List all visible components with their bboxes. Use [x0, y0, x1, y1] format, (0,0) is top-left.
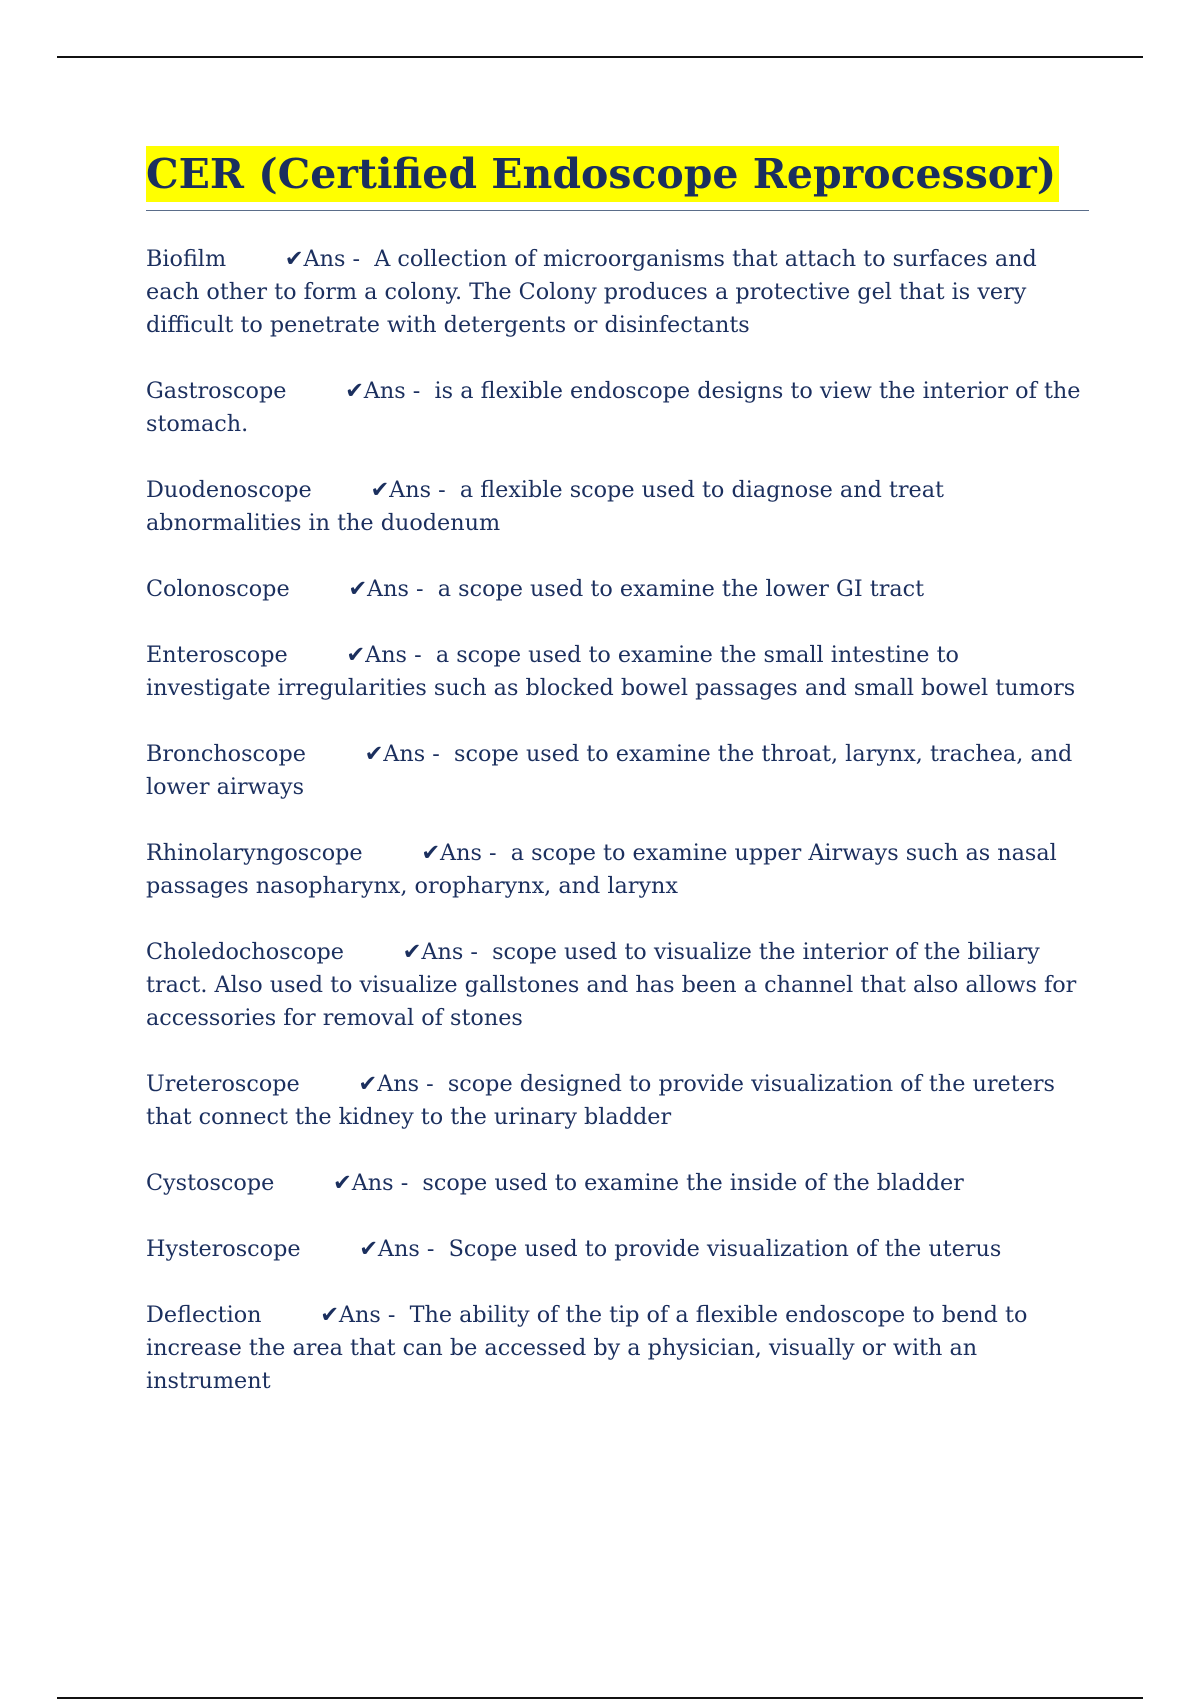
answer-separator: -	[481, 840, 504, 866]
flashcard-entry	[146, 837, 1089, 903]
check-icon: ✔Ans	[402, 939, 464, 965]
check-icon: ✔Ans	[333, 1170, 394, 1196]
flashcard-entry	[146, 1233, 1089, 1266]
entry-term: Gastroscope	[146, 378, 287, 404]
flashcard-entry	[146, 474, 1089, 540]
entry-definition: a flexible scope used to diagnose and treat abnormalities in the duodenum	[146, 477, 945, 536]
entry-definition: scope used to examine the throat, larynx, trachea, and lower airways	[146, 741, 1073, 800]
entry-term: Biofilm	[146, 246, 227, 272]
answer-separator: -	[408, 576, 431, 602]
entry-term: Enteroscope	[146, 642, 288, 668]
answer-separator: -	[407, 642, 429, 668]
entry-term: Deflection	[146, 1302, 262, 1328]
check-icon: ✔Ans	[284, 246, 346, 272]
answer-separator: -	[345, 246, 368, 272]
header-rule	[57, 56, 1143, 58]
answer-separator: -	[405, 378, 428, 404]
entry-term: Cystoscope	[146, 1170, 275, 1196]
entry-definition: scope used to examine the inside of the bladder	[422, 1170, 964, 1196]
flashcard-entry	[146, 639, 1089, 705]
entry-term: Colonoscope	[146, 576, 290, 602]
entry-term: Bronchoscope	[146, 741, 306, 767]
answer-separator: -	[393, 1170, 416, 1196]
answer-separator: -	[419, 1071, 441, 1097]
answer-separator: -	[380, 1302, 403, 1328]
flashcard-entry	[146, 738, 1089, 804]
flashcard-entry	[146, 375, 1089, 441]
entry-term: Choledochoscope	[146, 939, 344, 965]
footer-rule	[57, 1697, 1143, 1699]
entry-term: Rhinolaryngoscope	[146, 840, 363, 866]
check-icon: ✔Ans	[348, 576, 409, 602]
flashcard-entry	[146, 936, 1089, 1035]
flashcard-entry	[146, 1167, 1089, 1200]
document-title: CER (Certified Endoscope Reprocessor)	[146, 146, 1059, 202]
check-icon: ✔Ans	[359, 1236, 420, 1262]
entry-definition: The ability of the tip of a flexible endoscope to bend to increase the area that can be accessed by a physician, visually or with an instrument	[146, 1302, 1028, 1394]
entry-definition: is a flexible endoscope designs to view the interior of the stomach.	[146, 378, 1081, 437]
entry-definition: Scope used to provide visualization of the uterus	[448, 1236, 1002, 1262]
flashcard-entry	[146, 243, 1089, 342]
entry-definition: scope designed to provide visualization of the ureters that connect the kidney to the urinary bladder	[146, 1071, 1056, 1130]
answer-separator: -	[431, 477, 453, 503]
check-icon: ✔Ans	[364, 741, 426, 767]
flashcard-entry	[146, 1068, 1089, 1134]
flashcard-list	[146, 243, 1089, 1431]
entry-term: Ureteroscope	[146, 1071, 300, 1097]
answer-separator: -	[463, 939, 485, 965]
entry-definition: a scope used to examine the small intestine to investigate irregularities such as blocked bowel passages and small bowel tumors	[146, 642, 1076, 701]
check-icon: ✔Ans	[370, 477, 432, 503]
check-icon: ✔Ans	[346, 642, 407, 668]
answer-separator: -	[419, 1236, 442, 1262]
flashcard-entry	[146, 1299, 1089, 1398]
entry-definition: scope used to visualize the interior of the biliary tract. Also used to visualize gallstones and has been a channel that also allows for accessories for removal of stones	[146, 939, 1077, 1031]
entry-term: Duodenoscope	[146, 477, 312, 503]
check-icon: ✔Ans	[320, 1302, 381, 1328]
entry-definition: A collection of microorganisms that attach to surfaces and each other to form a colony. The Colony produces a protective gel that is very difficult to penetrate with detergents or disinfectants	[146, 246, 1037, 338]
check-icon: ✔Ans	[345, 378, 406, 404]
title-block	[146, 146, 1089, 211]
flashcard-entry	[146, 573, 1089, 606]
entry-definition: a scope used to examine the lower GI tract	[437, 576, 925, 602]
entry-term: Hysteroscope	[146, 1236, 301, 1262]
check-icon: ✔Ans	[421, 840, 482, 866]
entry-definition: a scope to examine upper Airways such as nasal passages nasopharynx, oropharynx, and larynx	[146, 840, 1057, 899]
answer-separator: -	[425, 741, 447, 767]
check-icon: ✔Ans	[358, 1071, 420, 1097]
